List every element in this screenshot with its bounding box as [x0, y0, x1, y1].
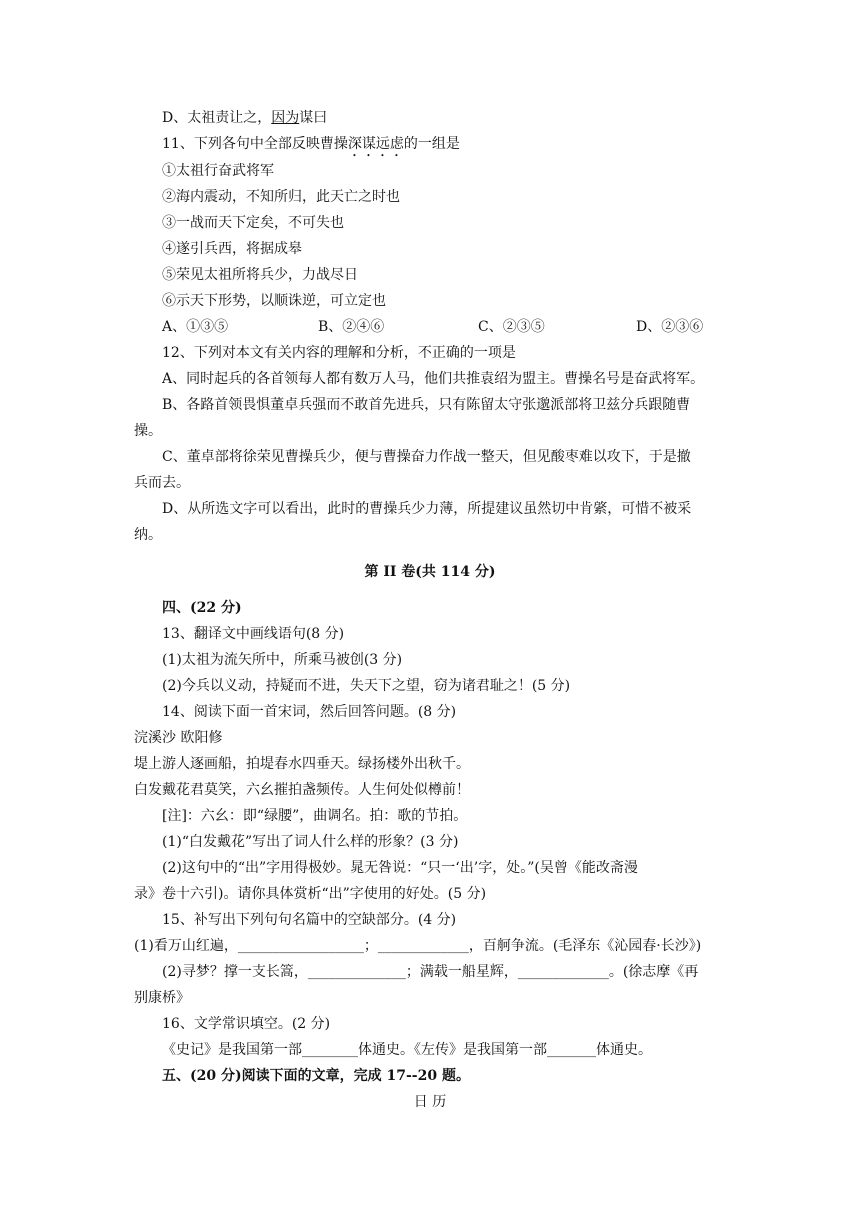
q16-body: 《史记》是我国第一部________体通史。《左传》是我国第一部_______体通史。 — [162, 1042, 652, 1058]
q12-option-d-line1: D、从所选文字可以看出，此时的曹操兵少力薄，所提建议虽然切中肯綮，可惜不被采 — [162, 501, 692, 517]
q14-item-2-line2: 录》卷十六引)。请你具体赏析“出”字使用的好处。(5 分) — [134, 886, 487, 902]
q11-item-5: ⑤荣见太祖所将兵少，力战尽日 — [162, 267, 358, 283]
q11-option-c: C、②③⑤ — [478, 319, 545, 335]
q12-option-d-line2: 纳。 — [134, 527, 162, 543]
q11-item-6: ⑥示天下形势，以顺诛逆，可立定也 — [162, 293, 386, 309]
q10-option-d-underlined: 因为 — [271, 110, 300, 126]
q11-option-d: D、②③⑥ — [636, 319, 704, 335]
q11-stem-pre: 11、下列各句中全部反映曹操 — [162, 136, 348, 152]
q12-option-a: A、同时起兵的各首领每人都有数万人马，他们共推袁绍为盟主。曹操名号是奋武将军。 — [162, 371, 705, 387]
part2-title: 第 II 卷(共 114 分) — [364, 564, 496, 580]
q15-stem: 15、补写出下列句句名篇中的空缺部分。(4 分) — [162, 912, 457, 928]
q15-item-2-line2: 别康桥》 — [134, 990, 190, 1006]
poem-line-2: 白发戴花君莫笑，六幺摧拍盏频传。人生何处似樽前！ — [134, 782, 470, 798]
q12-stem: 12、下列对本文有关内容的理解和分析，不正确的一项是 — [162, 345, 516, 361]
section5-heading: 五、(20 分)阅读下面的文章，完成 17--20 题。 — [162, 1068, 470, 1084]
q13-item-2: (2)今兵以义动，持疑而不进，失天下之望，窃为诸君耻之！(5 分) — [162, 678, 571, 694]
poem-title: 浣溪沙 欧阳修 — [134, 730, 223, 746]
article-title: 日 历 — [413, 1094, 447, 1110]
q12-option-c-line2: 兵而去。 — [134, 475, 190, 491]
q11-item-3: ③一战而天下定矣，不可失也 — [162, 215, 344, 231]
q11-option-b: B、②④⑥ — [318, 319, 385, 335]
q10-option-d-post: 谋曰 — [299, 110, 328, 126]
q11-item-1: ①太祖行奋武将军 — [162, 163, 274, 179]
q14-item-1: (1)“白发戴花”写出了词人什么样的形象？(3 分) — [162, 834, 459, 850]
q11-item-2: ②海内震动，不知所归，此天亡之时也 — [162, 189, 400, 205]
q10-option-d — [162, 108, 327, 128]
q13-stem: 13、翻译文中画线语句(8 分) — [162, 626, 345, 642]
q15-item-1: (1)看万山红遍，__________________；_____________，百舸争流。(毛泽东《沁园春·长沙》) — [134, 938, 702, 954]
section4-heading: 四、(22 分) — [162, 600, 242, 616]
q11-option-a: A、①③⑤ — [162, 319, 229, 335]
q14-item-2-line1: (2)这句中的“出”字用得极妙。晁无咎说：“只一‘出’字，处。”(吴曾《能改斋漫 — [162, 860, 638, 876]
q11-stem-post: 的一组是 — [403, 136, 460, 152]
q11-item-4: ④遂引兵西，将据成皋 — [162, 241, 302, 257]
q11-stem-dotted: 深谋远虑 — [347, 136, 404, 152]
q14-stem: 14、阅读下面一首宋词，然后回答问题。(8 分) — [162, 704, 457, 720]
q16-stem: 16、文学常识填空。(2 分) — [162, 1016, 331, 1032]
q10-option-d-pre: D、太祖责让之， — [162, 110, 272, 126]
poem-line-1: 堤上游人逐画船，拍堤春水四垂天。绿扬楼外出秋千。 — [134, 756, 470, 772]
q13-item-1: (1)太祖为流矢所中，所乘马被创(3 分) — [162, 652, 403, 668]
q12-option-b-line1: B、各路首领畏惧董卓兵强而不敢首先进兵，只有陈留太守张邈派部将卫兹分兵跟随曹 — [162, 397, 691, 413]
poem-note: [注]：六幺：即“绿腰”，曲调名。拍：歌的节拍。 — [162, 808, 468, 824]
q15-item-2-line1: (2)寻梦？撑一支长篙，______________；满载一船星辉，_____________。(徐志摩《再 — [162, 964, 699, 980]
q11-stem — [162, 134, 460, 160]
q12-option-c-line1: C、董卓部将徐荣见曹操兵少，便与曹操奋力作战一整天，但见酸枣难以攻下，于是撤 — [162, 449, 691, 465]
q12-option-b-line2: 操。 — [134, 423, 162, 439]
